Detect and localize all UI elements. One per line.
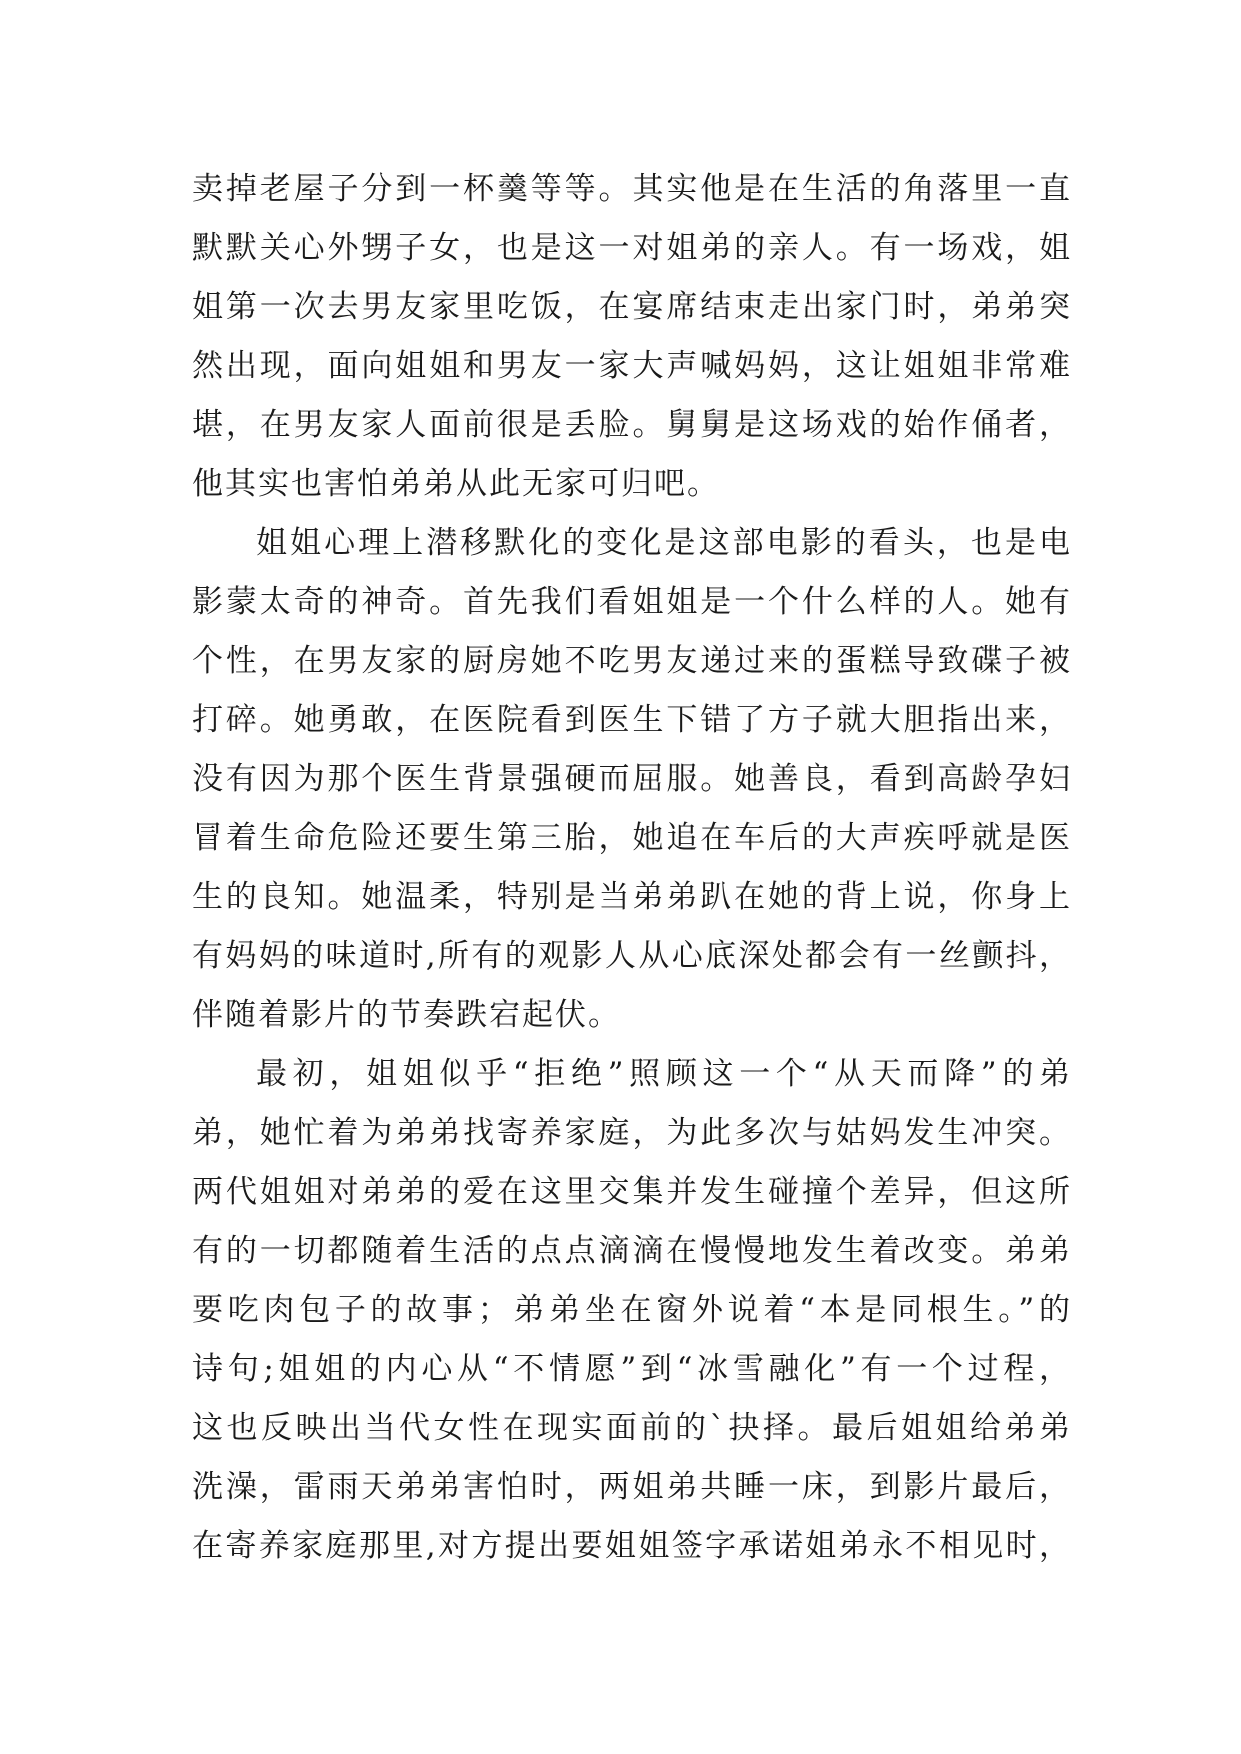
body-text: [192, 160, 1072, 1576]
text-line: 洗澡，雷雨天弟弟害怕时，两姐弟共睡一床，到影片最后，: [192, 1469, 1072, 1505]
text-line: 生的良知。她温柔，特别是当弟弟趴在她的背上说，你身上: [192, 879, 1072, 915]
text-line: 他其实也害怕弟弟从此无家可归吧。: [192, 466, 720, 502]
text-line: 然出现，面向姐姐和男友一家大声喊妈妈，这让姐姐非常难: [192, 348, 1072, 384]
text-line: 打碎。她勇敢，在医院看到医生下错了方子就大胆指出来，: [192, 702, 1072, 738]
text-line: 弟，她忙着为弟弟找寄养家庭，为此多次与姑妈发生冲突。: [192, 1115, 1072, 1151]
text-line: 默默关心外甥子女，也是这一对姐弟的亲人。有一场戏，姐: [192, 230, 1072, 266]
text-line: 影蒙太奇的神奇。首先我们看姐姐是一个什么样的人。她有: [192, 584, 1072, 620]
text-line: 个性，在男友家的厨房她不吃男友递过来的蛋糕导致碟子被: [192, 643, 1072, 679]
text-line: 姐姐心理上潜移默化的变化是这部电影的看头，也是电: [256, 525, 1072, 561]
text-line: 冒着生命危险还要生第三胎，她追在车后的大声疾呼就是医: [192, 820, 1072, 856]
text-line: 两代姐姐对弟弟的爱在这里交集并发生碰撞个差异，但这所: [192, 1174, 1072, 1210]
text-line: 要吃肉包子的故事；弟弟坐在窗外说着“本是同根生。”的: [192, 1292, 1072, 1328]
text-line: 没有因为那个医生背景强硬而屈服。她善良，看到高龄孕妇: [192, 761, 1072, 797]
text-line: 这也反映出当代女性在现实面前的`抉择。最后姐姐给弟弟: [192, 1410, 1072, 1446]
text-line: 最初，姐姐似乎“拒绝”照顾这一个“从天而降”的弟: [256, 1056, 1072, 1092]
text-line: 在寄养家庭那里,对方提出要姐姐签字承诺姐弟永不相见时，: [192, 1528, 1072, 1564]
text-line: 伴随着影片的节奏跌宕起伏。: [192, 997, 621, 1033]
text-line: 诗句;姐姐的内心从“不情愿”到“冰雪融化”有一个过程，: [192, 1351, 1072, 1387]
text-line: 卖掉老屋子分到一杯羹等等。其实他是在生活的角落里一直: [192, 171, 1072, 207]
text-line: 有的一切都随着生活的点点滴滴在慢慢地发生着改变。弟弟: [192, 1233, 1072, 1269]
text-line: 姐第一次去男友家里吃饭，在宴席结束走出家门时，弟弟突: [192, 289, 1072, 325]
text-line: 有妈妈的味道时,所有的观影人从心底深处都会有一丝颤抖，: [192, 938, 1072, 974]
text-line: 堪，在男友家人面前很是丢脸。舅舅是这场戏的始作俑者，: [192, 407, 1072, 443]
